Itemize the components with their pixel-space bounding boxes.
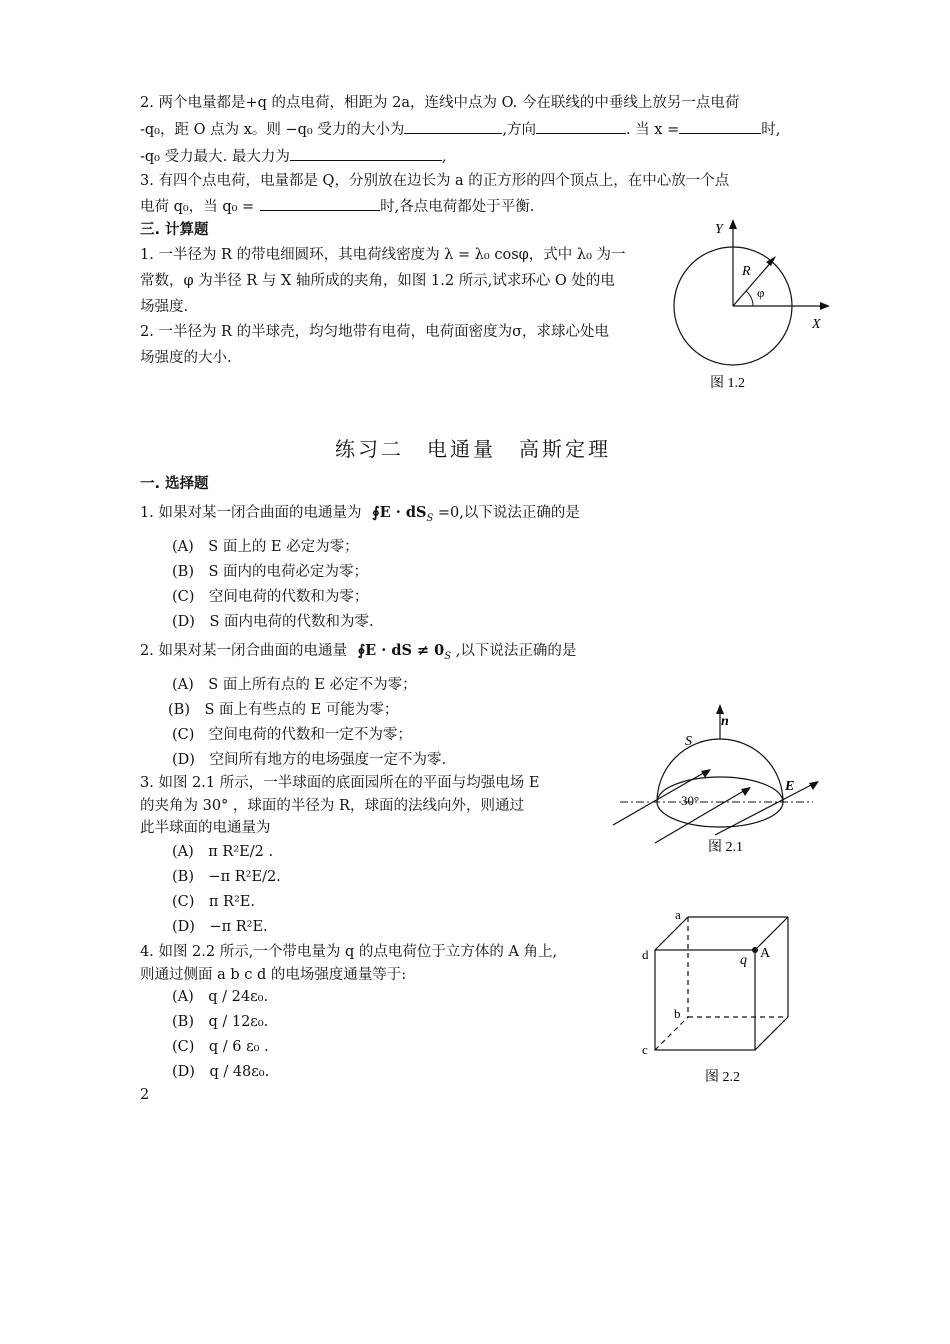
blank-x-value[interactable] [679,119,761,134]
cube-hidden-edge-cb [655,1017,688,1050]
fig21-caption: 图 2.1 [708,840,743,855]
e2-q3-option-a[interactable]: (A) π R²E/2 . [172,844,274,860]
q2-line2-c: . 当 x = [625,122,680,138]
q3-line2-b: 时,各点电荷都处于平衡. [380,199,535,215]
e2-q1-option-b[interactable]: (B) S 面内的电荷必定为零； [172,564,369,580]
e2-q1-option-c[interactable]: (C) 空间电荷的代数和为零； [172,589,369,605]
e2-q1-stem [140,503,580,529]
e2-q2-stem-a: 2. 如果对某一闭合曲面的电通量 [140,643,347,659]
e2-q4-line2: 则通过侧面 a b c d 的电场强度通量等于: [140,967,407,983]
choice-heading: 一. 选择题 [140,476,209,492]
field-line-3 [715,783,815,835]
q3-line2-a: 电荷 q₀，当 q₀ = [140,199,255,215]
e2-q3-line3: 此半球面的电通量为 [140,820,271,836]
e2-q1-option-d[interactable]: (D) S 面内电荷的代数和为零. [172,614,374,630]
fig22-caption: 图 2.2 [705,1070,740,1085]
e2-q2-option-b[interactable]: (B) S 面上有些点的 E 可能为零； [168,702,399,718]
e2-q3-option-d[interactable]: (D) −π R²E. [172,919,268,935]
figure-1-2 [660,215,850,395]
calc-heading: 三. 计算题 [140,222,209,238]
e2-q1-option-a[interactable]: (A) S 面上的 E 必定为零； [172,539,359,555]
q2-line1: 2. 两个电量都是+q 的点电荷，相距为 2a，连线中点为 O. 今在联线的中垂线上放另一点电荷 [140,95,740,111]
c1-line2: 常数，φ 为半径 R 与 X 轴所成的夹角，如图 1.2 所示,试求环心 O 处的电 [140,273,615,289]
fig12-caption: 图 1.2 [710,376,745,391]
blank-force-magnitude[interactable] [404,119,502,134]
corner-b-label: b [674,1006,681,1021]
q2-line2-d: 时, [761,122,781,138]
q3-line2 [140,196,534,217]
blank-force-direction[interactable] [536,119,626,134]
n-label: n [721,714,729,729]
q2-line3 [140,146,446,167]
e2-q2-option-c[interactable]: (C) 空间电荷的代数和一定不为零； [172,727,412,743]
exercise-title: 练习二 电通量 高斯定理 [335,437,611,461]
x-label: X [812,317,821,332]
field-arrow-1 [701,769,711,778]
cube-edge-da [655,917,688,950]
figure-2-2 [635,905,805,1090]
e2-q1-stem-b: =0,以下说法正确的是 [437,505,580,521]
q1-integral-sub: S [426,512,434,524]
e2-q3-line1: 3. 如图 2.1 所示，一半球面的底面园所在的平面与均强电场 E [140,775,540,791]
e2-q2-stem [140,641,576,667]
field-arrow-3 [809,781,819,790]
normal-arrow [716,704,724,714]
e2-q4-option-a[interactable]: (A) q / 24ε₀. [172,989,269,1005]
charge-point [752,947,758,953]
e2-q4-option-b[interactable]: (B) q / 12ε₀. [172,1014,269,1030]
x-axis-arrow [820,302,830,310]
e2-q3-option-c[interactable]: (C) π R²E. [172,894,255,910]
e2-q4-option-c[interactable]: (C) q / 6 ε₀ . [172,1039,269,1055]
q2-integral-sub: S [444,650,452,662]
corner-d-label: d [642,947,649,962]
e2-q3-line2: 的夹角为 30° ，球面的半径为 R，球面的法线向外，则通过 [140,798,524,814]
y-axis-arrow [729,219,737,229]
q2-flux-integral: ∮E · dS ≠ 0 [357,642,445,659]
e-label: E [785,779,795,794]
hemisphere-dome [657,739,783,802]
r-label: R [742,264,751,279]
page-number: 2 [140,1087,150,1103]
q2-line3-b: , [441,149,447,165]
corner-c-label: c [642,1042,648,1057]
e2-q2-stem-b: ,以下说法正确的是 [455,643,577,659]
c1-line3: 场强度. [140,299,189,315]
phi-arc [746,291,753,306]
corner-A-label: A [760,946,771,961]
e2-q3-option-b[interactable]: (B) −π R²E/2. [172,869,281,885]
e2-q2-option-d[interactable]: (D) 空间所有地方的电场强度一定不为零. [172,752,447,768]
e2-q4-option-d[interactable]: (D) q / 48ε₀. [172,1064,270,1080]
e2-q4-line1: 4. 如图 2.2 所示,一个带电量为 q 的点电荷位于立方体的 A 角上, [140,944,558,960]
figure-2-1 [605,695,820,865]
phi-label: φ [757,285,765,300]
field-arrow-2 [741,787,751,796]
c1-line1: 1. 一半径为 R 的带电细圆环，其电荷线密度为 λ = λ₀ cosφ，式中 λ₀ 为一 [140,247,626,263]
q3-line1: 3. 有四个点电荷，电量都是 Q，分别放在边长为 a 的正方形的四个顶点上，在中心放一个点 [140,173,730,189]
corner-a-label: a [675,907,681,922]
radius-line [733,260,773,306]
q2-line3-a: -q₀ 受力最大. 最大力为 [140,149,290,165]
blank-q0-value[interactable] [260,196,380,211]
e2-q2-option-a[interactable]: (A) S 面上所有点的 E 必定不为零； [172,677,417,693]
y-label: Y [715,222,723,237]
c2-line1: 2. 一半径为 R 的半球壳，均匀地带有电荷，电荷面密度为σ，求球心处电 [140,324,609,340]
q2-line2-b: ,方向 [502,122,536,138]
cube-edge-bottom-right [755,1017,788,1050]
q2-line2 [140,119,780,140]
blank-max-force[interactable] [290,146,442,161]
e2-q1-stem-a: 1. 如果对某一闭合曲面的电通量为 [140,505,362,521]
angle-label: 30° [681,793,700,808]
s-label: S [685,734,692,749]
c2-line2: 场强度的大小. [140,350,232,366]
q2-line2-a: -q₀，距 O 点为 x。则 −q₀ 受力的大小为 [140,122,405,138]
charge-q-label: q [740,953,747,968]
q1-flux-integral: ∮E · dS [372,504,427,521]
